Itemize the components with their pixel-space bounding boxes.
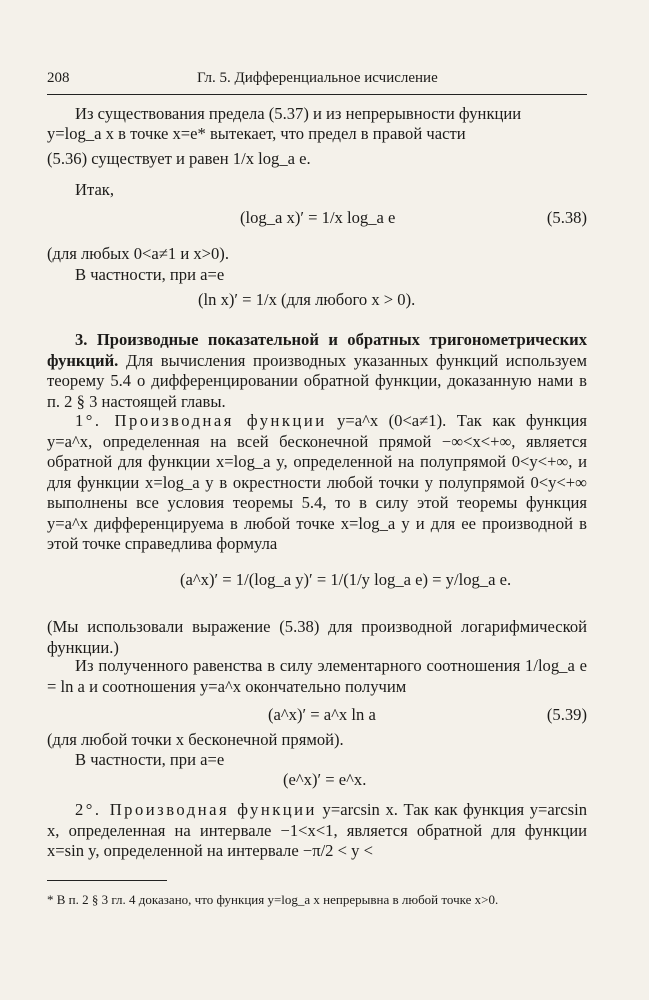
section-3-title: 3. Производные показательной и обратных тригонометрических функций. — [47, 330, 587, 370]
footnote: * В п. 2 § 3 гл. 4 доказано, что функция y=log_a x непрерывна в любой точке x>0. — [47, 892, 499, 907]
equation-ex: (e^x)′ = e^x. — [283, 770, 367, 789]
item-2 — [47, 800, 587, 862]
item-1-text: Так как функция y=a^x, определенная на всей бесконечной прямой −∞<x<+∞, является обратной для функции x=log_a y, определенной на полупрямой 0<y<+∞, и для функции x=log_a y в окрестности любой точки y полупрямой 0<y<+∞ выполнены все условия теоремы 5.4, то в силу этой теоремы функция y=a^x дифференцируема в любой точке x=log_a y и для ее производной в этой точке справедлива формула — [47, 411, 587, 553]
header-rule — [47, 94, 587, 95]
paragraph-limit: Из существования предела (5.37) и из непрерывности функции — [75, 104, 522, 123]
paragraph-limit-line2: y=log_a x в точке x=e* вытекает, что предел в правой части — [47, 124, 466, 143]
equation-538: (log_a x)′ = 1/x log_a e — [240, 208, 396, 227]
equation-539: (a^x)′ = a^x ln a — [268, 705, 376, 724]
equation-ln: (ln x)′ = 1/x (для любого x > 0). — [198, 290, 416, 309]
item-1-head: 1°. Производная функции — [75, 411, 327, 430]
section-3 — [47, 330, 587, 412]
equation-ax: (a^x)′ = 1/(log_a y)′ = 1/(1/y log_a e) = y/log_a e. — [180, 570, 512, 589]
equation-label-538: (5.38) — [546, 208, 587, 227]
remark: (Мы использовали выражение (5.38) для производной логарифмической функции.) — [47, 617, 587, 657]
equation-label-539: (5.39) — [546, 705, 587, 724]
condition-1: (для любых 0<a≠1 и x>0). — [47, 244, 229, 263]
particular-case-2: В частности, при a=e — [75, 750, 225, 769]
itak: Итак, — [75, 180, 115, 199]
item-2-head: 2°. Производная функции — [75, 800, 317, 819]
paragraph-limit-line3: (5.36) существует и равен 1/x log_a e. — [47, 149, 311, 168]
item-2-text: y=arcsin x. Так как функция y=arcsin x, определенная на интервале −1<x<1, является обратной для функции x=sin y, определенной на интервале −π/2 < y < — [47, 800, 587, 860]
section-3-text: Для вычисления производных указанных функций используем теорему 5.4 о дифференцировании обратной функции, доказанную нами в п. 2 § 3 настоящей главы. — [47, 350, 588, 411]
condition-2: (для любой точки x бесконечной прямой). — [47, 730, 344, 749]
item-1 — [47, 411, 587, 555]
page-number: 208 — [47, 70, 70, 86]
item-1-head-math: y=a^x (0<a≠1). — [337, 411, 447, 430]
particular-case-1: В частности, при a=e — [75, 265, 225, 284]
footnote-rule — [47, 880, 167, 881]
paragraph-from: Из полученного равенства в силу элементарного соотношения 1/log_a e = ln a и соотношения y=a^x окончательно получим — [47, 656, 587, 696]
running-header — [47, 70, 587, 90]
running-title: Гл. 5. Дифференциальное исчисление — [197, 70, 438, 86]
